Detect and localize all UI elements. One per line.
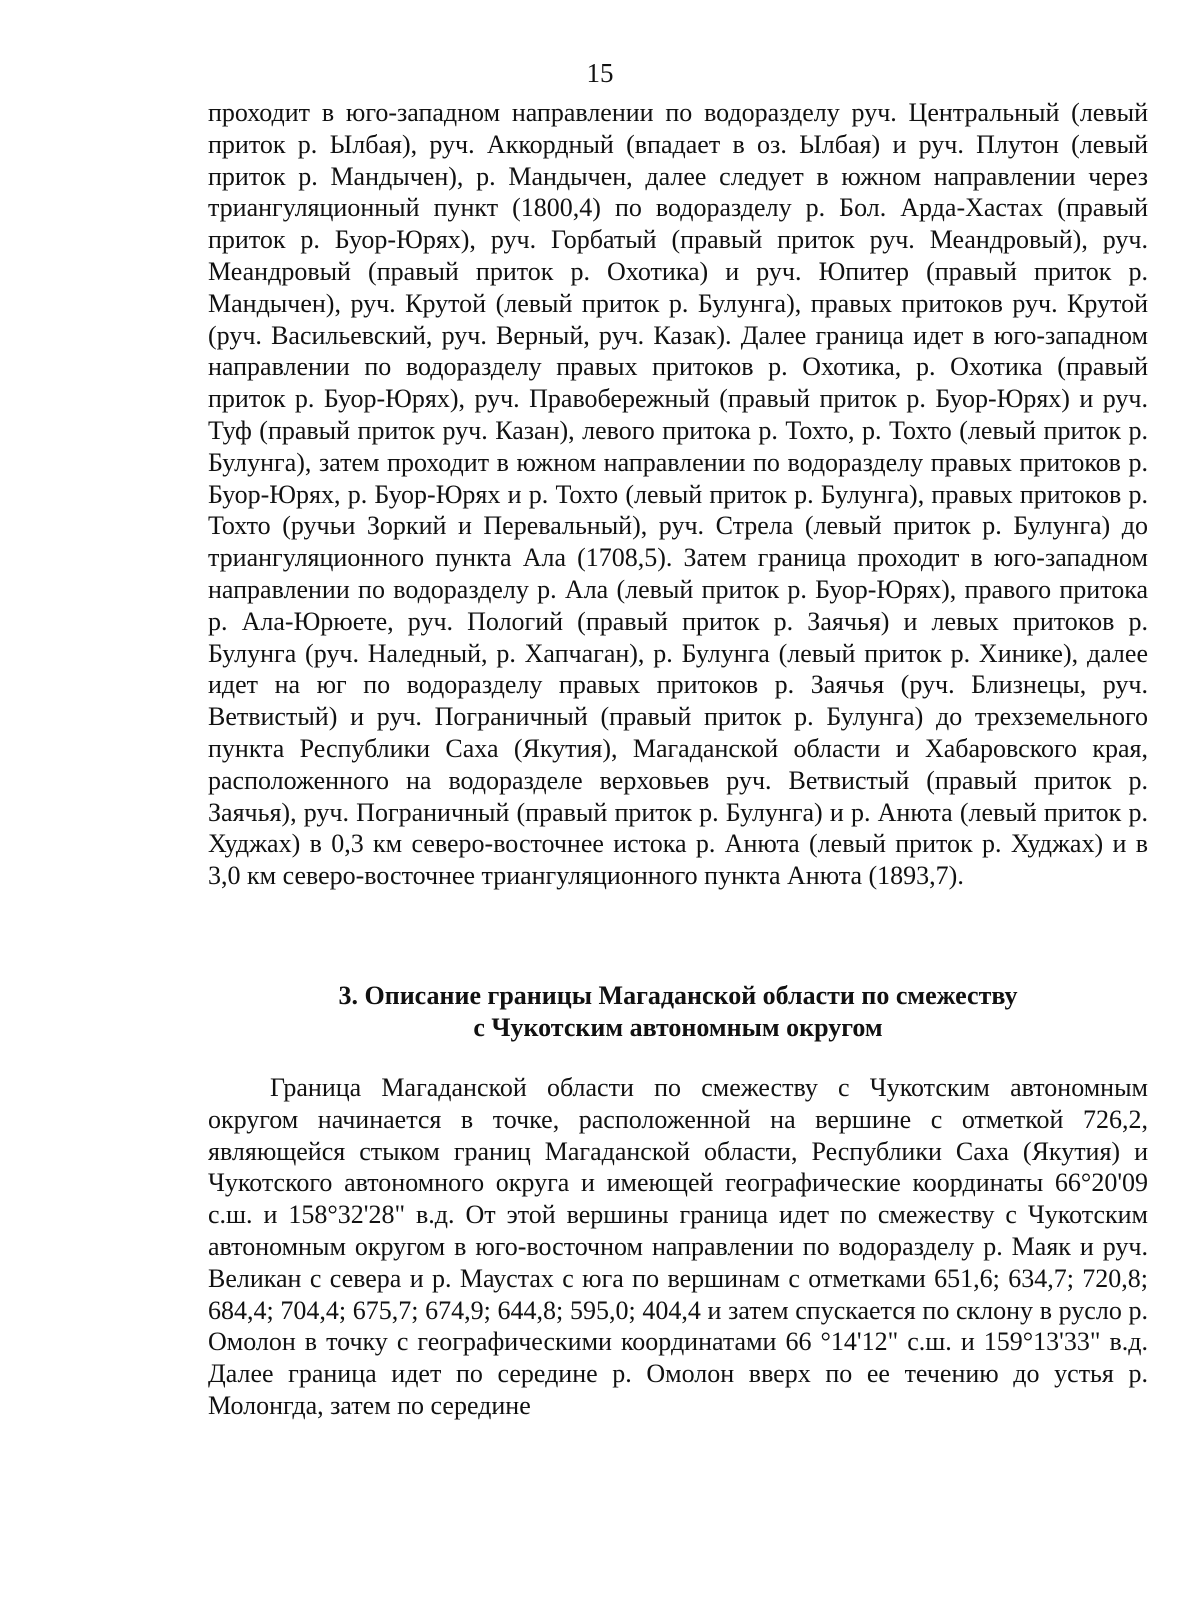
section-heading-line-1: 3. Описание границы Магаданской области по смежеству xyxy=(338,981,1018,1010)
section-paragraph: Граница Магаданской области по смежеству с Чукотским автономным округом начинается в точке, расположенной на вершине с отметкой 726,2, являющейся стыком границ Магаданской области, Республики Саха (Якутия) и Чукотского автономного округа и имеющей географические координаты 66°20'09 с.ш. и 158°32'28" в.д. От этой вершины граница идет по смежеству с Чукотским автономным округом в юго-восточном направлении по водоразделу р. Маяк и руч. Великан с севера и р. Маустах с юга по вершинам с отметками 651,6; 634,7; 720,8; 684,4; 704,4; 675,7; 674,9; 644,8; 595,0; 404,4 и затем спускается по склону в русло р. Омолон в точку с географическими координатами 66 °14'12" с.ш. и 159°13'33" в.д. Далее граница идет по середине р. Омолон вверх по ее течению до устья р. Молонгда, затем по середине xyxy=(208,1073,1148,1420)
continuation-text-block xyxy=(208,97,1148,892)
section-heading xyxy=(208,980,1148,1044)
page-number: 15 xyxy=(586,58,614,88)
continuation-paragraph: проходит в юго-западном направлении по водоразделу руч. Центральный (левый приток р. Ылбая), руч. Аккордный (впадает в оз. Ылбая) и руч. Плутон (левый приток р. Мандычен), р. Мандычен, далее следует в южном направлении через триангуляционный пункт (1800,4) по водоразделу р. Бол. Арда-Хастах (правый приток р. Буор-Юрях), руч. Горбатый (правый приток руч. Меандровый), руч. Меандровый (правый приток р. Охотика) и руч. Юпитер (правый приток р. Мандычен), руч. Крутой (левый приток р. Булунга), правых притоков руч. Крутой (руч. Васильевский, руч. Верный, руч. Казак). Далее граница идет в юго-западном направлении по водоразделу правых притоков р. Охотика, р. Охотика (правый приток р. Буор-Юрях), руч. Правобережный (правый приток р. Буор-Юрях) и руч. Туф (правый приток руч. Казан), левого притока р. Тохто, р. Тохто (левый приток р. Булунга), затем проходит в южном направлении по водоразделу правых притоков р. Буор-Юрях, р. Буор-Юрях и р. Тохто (левый приток р. Булунга), правых притоков р. Тохто (ручьи Зоркий и Перевальный), руч. Стрела (левый приток р. Булунга) до триангуляционного пункта Ала (1708,5). Затем граница проходит в юго-западном направлении по водоразделу р. Ала (левый приток р. Буор-Юрях), правого притока р. Ала-Юрюете, руч. Пологий (правый приток р. Заячья) и левых притоков р. Булунга (руч. Наледный, р. Хапчаган), р. Булунга (левый приток р. Хинике), далее идет на юг по водоразделу правых притоков р. Заячья (руч. Близнецы, руч. Ветвистый) и руч. Пограничный (правый приток р. Булунга) до трехземельного пункта Республики Саха (Якутия), Магаданской области и Хабаровского края, расположенного на водоразделе верховьев руч. Ветвистый (правый приток р. Заячья), руч. Пограничный (правый приток р. Булунга) и р. Анюта (левый приток р. Худжах) в 0,3 км северо-восточнее истока р. Анюта (левый приток р. Худжах) и в 3,0 км северо-восточнее триангуляционного пункта Анюта (1893,7). xyxy=(208,98,1148,891)
section-text-block xyxy=(208,1072,1148,1422)
section-heading-line-2: с Чукотским автономным округом xyxy=(473,1012,883,1042)
